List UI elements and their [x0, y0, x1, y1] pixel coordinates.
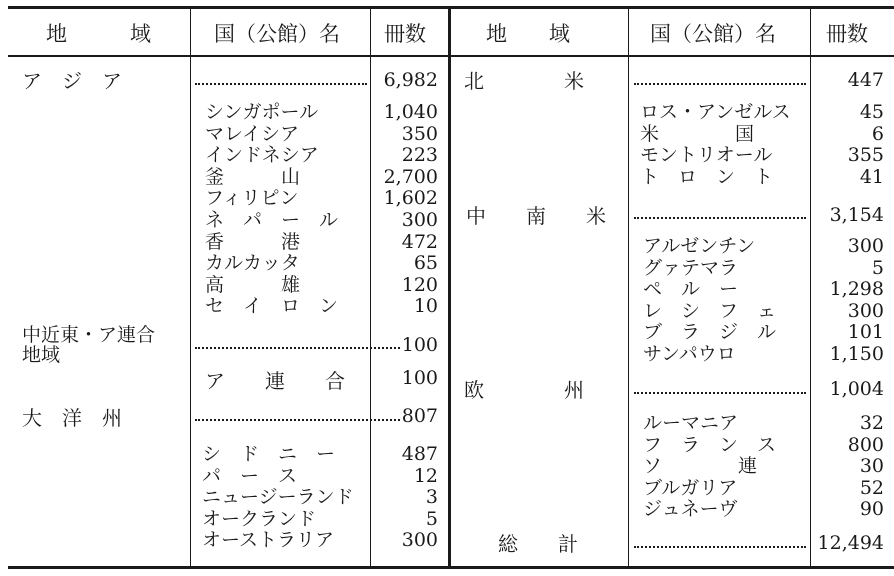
book-count: 3	[425, 486, 438, 509]
book-count: 6	[871, 122, 884, 145]
mideast-item: ア 連 合	[205, 369, 345, 393]
header-country-right: 国（公館）名	[650, 22, 776, 46]
region-oceania: 大 洋 州	[22, 406, 122, 430]
col-divider-3	[628, 9, 629, 566]
country-name: インドネシア	[205, 144, 319, 167]
book-count: 300	[401, 529, 438, 552]
total-latin-america: 3,154	[829, 204, 884, 226]
col-divider-2	[370, 9, 371, 566]
leader-asia	[195, 83, 367, 85]
country-name: ニュージーランド	[202, 486, 354, 509]
book-count: 45	[859, 101, 884, 123]
total-oceania: 807	[401, 405, 438, 427]
country-name: ペ ル ー	[643, 278, 739, 301]
book-count: 350	[401, 122, 438, 145]
country-name: フ ラ ン ス	[643, 433, 777, 456]
book-count: 487	[401, 443, 438, 465]
country-name: レ シ フ ェ	[643, 299, 777, 322]
country-name: パ ー ス	[202, 464, 298, 487]
book-count: 800	[847, 433, 884, 456]
country-name: カルカッタ	[205, 252, 300, 275]
total-mideast: 100	[401, 334, 438, 356]
total-north-america: 447	[847, 69, 884, 91]
leader-oceania	[195, 419, 400, 421]
col-divider-1	[190, 9, 191, 566]
leader-europe	[634, 392, 806, 394]
country-name: ト ロ ン ト	[640, 165, 774, 188]
leader-mideast	[195, 347, 400, 349]
region-north-america: 北 米	[464, 69, 584, 93]
country-name: 釜 山	[205, 165, 301, 188]
region-mideast-line2: 地域	[22, 344, 61, 366]
book-count: 300	[401, 209, 438, 231]
region-europe: 欧 州	[464, 378, 584, 402]
country-name: マレイシア	[205, 122, 300, 145]
country-name: 香 港	[205, 230, 301, 253]
country-name: オークランド	[202, 507, 317, 530]
book-count: 300	[847, 299, 884, 322]
header-count: 冊数	[384, 22, 426, 46]
top-rule	[8, 6, 894, 9]
book-count: 30	[859, 455, 884, 478]
mideast-item-count: 100	[401, 367, 438, 389]
region-asia: ア ジ ア	[22, 69, 122, 93]
country-name: シンガポール	[205, 101, 319, 123]
book-count: 223	[401, 144, 438, 167]
header-rule	[8, 55, 894, 57]
header-country: 国（公館）名	[214, 22, 340, 46]
col-divider-4	[810, 9, 811, 566]
book-count: 12	[413, 464, 438, 487]
book-count: 1,602	[383, 187, 438, 210]
leader-north-america	[634, 83, 806, 85]
country-name: ソ 連	[643, 455, 758, 478]
country-name: グァテマラ	[643, 256, 739, 279]
book-count: 1,040	[383, 101, 438, 123]
book-count: 52	[859, 476, 884, 499]
country-name: モントリオール	[640, 144, 773, 167]
total-asia: 6,982	[383, 69, 438, 91]
book-count: 90	[859, 498, 884, 521]
header-region: 地 域	[46, 22, 151, 46]
leader-grand-total	[634, 546, 806, 548]
country-name: オーストラリア	[202, 529, 335, 552]
book-count: 1,298	[829, 278, 884, 301]
book-count: 32	[859, 412, 884, 434]
col-divider-center	[448, 9, 451, 566]
book-count: 120	[401, 273, 438, 296]
bottom-rule	[8, 566, 894, 569]
book-count: 10	[413, 295, 438, 318]
region-mideast-line1: 中近東・ア連合	[22, 324, 156, 346]
country-name: ロス・アンゼルス	[640, 101, 791, 123]
book-count: 101	[847, 321, 884, 344]
country-name: セ イ ロ ン	[205, 295, 339, 318]
book-count: 300	[847, 235, 884, 257]
grand-total-label: 総 計	[498, 532, 578, 556]
country-name: フィリピン	[205, 187, 299, 210]
country-name: ブルガリア	[643, 476, 738, 499]
country-name: アルゼンチン	[643, 235, 756, 257]
region-latin-america: 中 南 米	[466, 204, 606, 228]
country-name: シ ド ニ ー	[202, 443, 336, 465]
header-region-right: 地 域	[486, 22, 570, 46]
book-count: 1,150	[829, 343, 884, 365]
book-count: 65	[413, 252, 438, 275]
grand-total-count: 12,494	[817, 532, 884, 554]
header-count-right: 冊数	[826, 22, 868, 46]
country-name: ブ ラ ジ ル	[643, 321, 777, 344]
country-name: ネ パ ー ル	[205, 209, 339, 231]
book-count: 41	[859, 165, 884, 188]
total-europe: 1,004	[829, 378, 884, 400]
country-name: ジュネーヴ	[643, 498, 738, 521]
book-count: 5	[871, 256, 884, 279]
country-name: ルーマニア	[643, 412, 739, 434]
book-count: 472	[401, 230, 438, 253]
country-name: 高 雄	[205, 273, 301, 296]
country-name: サンパウロ	[643, 343, 736, 365]
country-name: 米 国	[640, 122, 755, 145]
book-count: 2,700	[383, 165, 438, 188]
book-count: 355	[847, 144, 884, 167]
leader-latin-america	[634, 217, 806, 219]
book-count: 5	[425, 507, 438, 530]
